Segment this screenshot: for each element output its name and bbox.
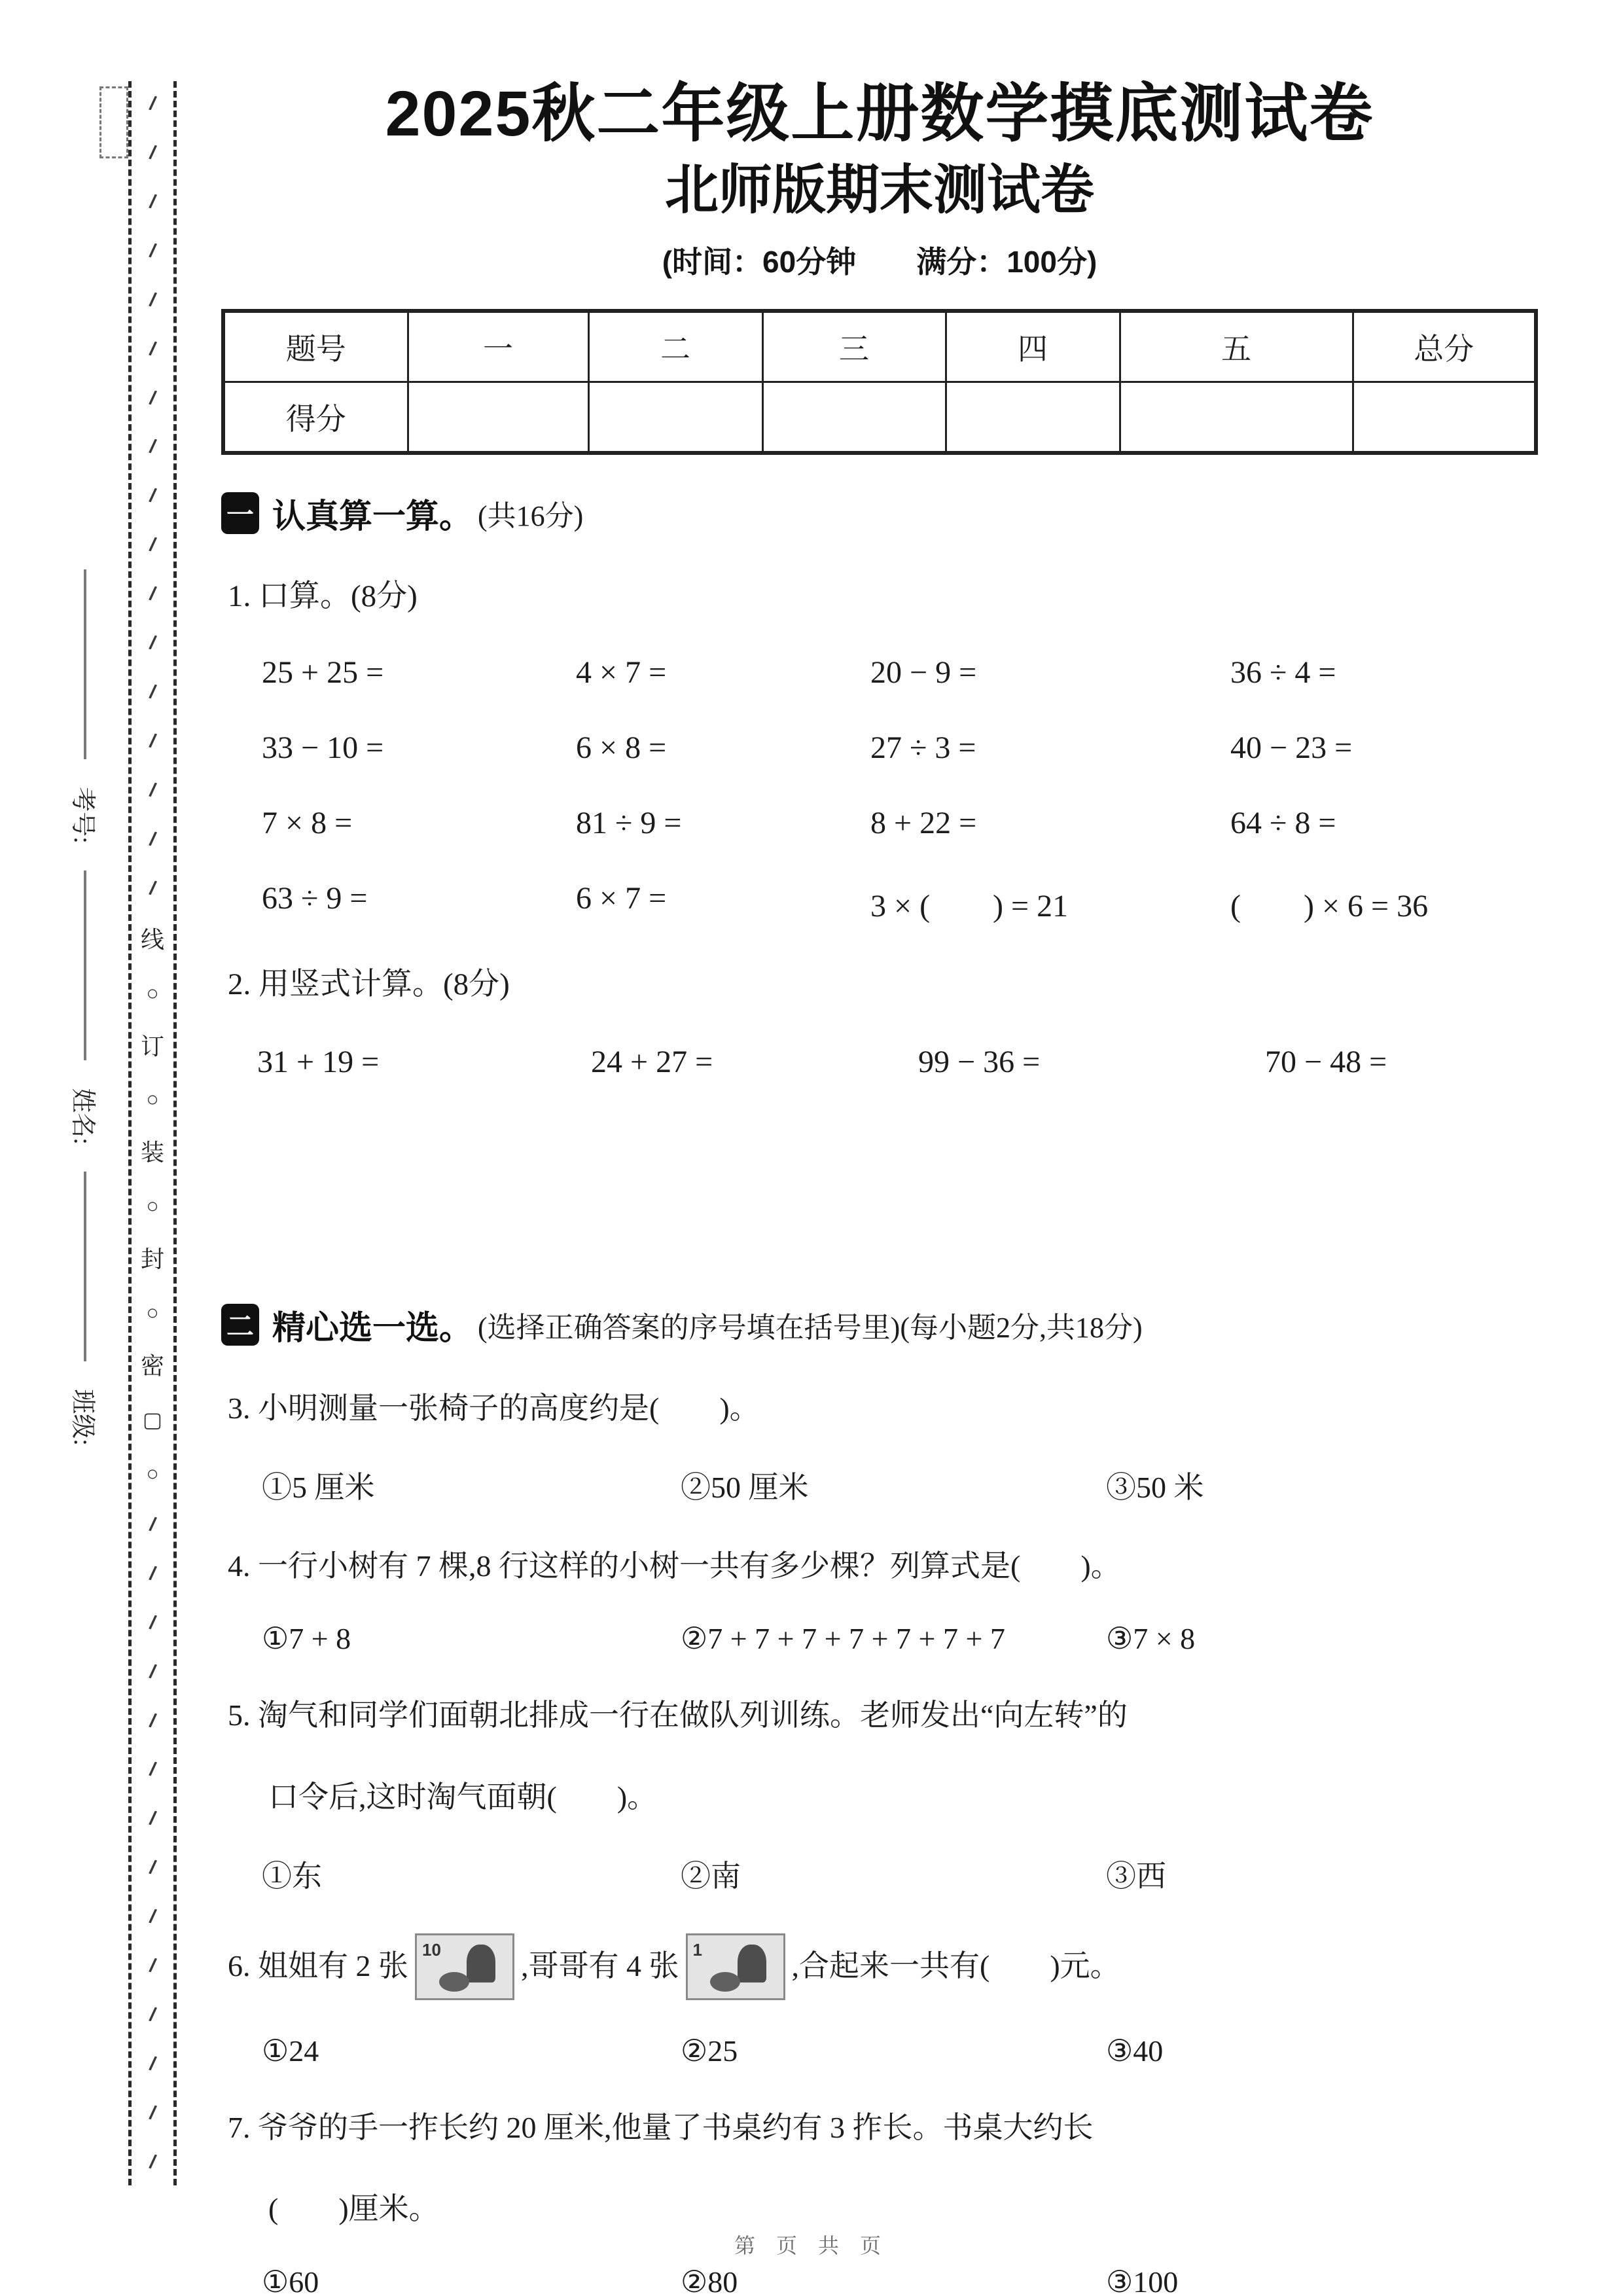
oral-calc-row (221, 730, 1538, 766)
score-empty-cell (1353, 382, 1536, 453)
equation: 99 − 36 = (918, 1044, 1041, 1079)
option: ①7 + 8 (262, 1622, 351, 1656)
equation: 7 × 8 = (262, 805, 353, 840)
equation: 3 × ( ) = 21 (870, 888, 1069, 924)
option: ③7 × 8 (1106, 1622, 1196, 1656)
section-two-badge: 二 (221, 1304, 259, 1346)
question-5-text-line1: 5. 淘气和同学们面朝北排成一行在做队列训练。老师发出“向左转”的 (228, 1698, 1128, 1732)
score-empty-cell (946, 382, 1120, 453)
equation: 6 × 8 = (576, 730, 667, 765)
question-4-options (221, 1621, 1538, 1656)
section-one-header (221, 489, 1538, 537)
score-table (221, 309, 1538, 455)
section-two-title: 精心选一选。 (272, 1308, 473, 1346)
page-footer: 第 页 共 页 (734, 2234, 889, 2257)
equation: 64 ÷ 8 = (1230, 805, 1336, 840)
equation: ( ) × 6 = 36 (1230, 888, 1429, 924)
student-info-line (84, 870, 86, 1060)
section-one-title: 认真算一算。 (272, 497, 473, 535)
score-empty-cell (408, 382, 588, 453)
equation: 31 + 19 = (257, 1044, 380, 1079)
banknote-emblem (710, 1972, 740, 1992)
question-2-label: 2. 用竖式计算。(8分) (228, 967, 510, 1001)
equation: 40 − 23 = (1230, 730, 1353, 765)
score-row-label: 得分 (223, 382, 408, 453)
score-header-cell: 题号 (223, 311, 408, 382)
question-6-options (221, 2033, 1538, 2068)
option: ③100 (1106, 2265, 1179, 2296)
student-name-label: 姓名: (68, 1087, 96, 1145)
score-header-cell: 一 (408, 311, 588, 382)
equation: 24 + 27 = (591, 1044, 713, 1079)
section-one-badge: 一 (221, 492, 259, 534)
oral-calc-row (221, 655, 1538, 691)
score-header-cell: 三 (762, 311, 946, 382)
option: ①24 (262, 2034, 319, 2068)
exam-number-label: 考号: (68, 786, 96, 844)
banknote-denomination: 10 (422, 1939, 441, 1960)
time-score-meta: (时间：60分钟 满分：100分) (662, 244, 1097, 279)
main-content (221, 77, 1538, 2296)
score-header-cell: 二 (588, 311, 762, 382)
banknote-emblem (439, 1972, 469, 1992)
equation: 20 − 9 = (870, 655, 977, 690)
banknote-portrait (738, 1945, 766, 1982)
section-two-header (221, 1300, 1538, 1349)
option: ②7 + 7 + 7 + 7 + 7 + 7 + 7 (681, 1622, 1005, 1656)
equation: 27 ÷ 3 = (870, 730, 976, 765)
equation: 25 + 25 = (262, 655, 384, 690)
question-5-options (221, 1852, 1538, 1895)
oral-calc-row (221, 805, 1538, 841)
section-one-note: (共16分) (478, 499, 584, 532)
equation: 81 ÷ 9 = (576, 805, 682, 840)
binding-strip: / / / / / / / / / / / / / / / / / 线 ○ 订 ○ 装 ○ 封 ○ 密 ▢ ○ / / / / / / / / / / / / / / (128, 81, 177, 2185)
question-6-suffix: ,合起来一共有( )元。 (791, 1949, 1120, 1983)
option: ①60 (262, 2265, 319, 2296)
option: ②25 (681, 2034, 738, 2068)
equation: 6 × 7 = (576, 880, 667, 916)
corner-box (99, 86, 128, 158)
page-title: 2025秋二年级上册数学摸底测试卷 (385, 78, 1374, 149)
banknote-10-icon (415, 1933, 514, 2000)
question-4-text: 4. 一行小树有 7 棵,8 行这样的小树一共有多少棵？列算式是( )。 (228, 1549, 1121, 1583)
student-info-line (84, 1172, 86, 1361)
banknote-1-icon (686, 1933, 785, 2000)
question-3-options (221, 1463, 1538, 1507)
equation: 33 − 10 = (262, 730, 384, 765)
equation: 8 + 22 = (870, 805, 977, 840)
question-7-options (221, 2264, 1538, 2296)
question-3-text: 3. 小明测量一张椅子的高度约是( )。 (228, 1391, 760, 1425)
score-empty-cell (588, 382, 762, 453)
question-1-label: 1. 口算。(8分) (228, 579, 418, 613)
banknote-denomination: 1 (692, 1939, 702, 1960)
equation: 70 − 48 = (1265, 1044, 1387, 1079)
column-calc-row (221, 1044, 1538, 1080)
score-table-header-row (223, 311, 1536, 382)
question-6-middle: ,哥哥有 4 张 (521, 1949, 679, 1983)
section-two-note: (选择正确答案的序号填在括号里)(每小题2分,共18分) (478, 1311, 1143, 1344)
option: ②南 (681, 1859, 741, 1893)
equation: 4 × 7 = (576, 655, 667, 690)
option: ③40 (1106, 2034, 1164, 2068)
score-empty-cell (762, 382, 946, 453)
equation: 36 ÷ 4 = (1230, 655, 1336, 690)
banknote-portrait (467, 1945, 495, 1982)
option: ③西 (1106, 1859, 1166, 1893)
question-7-text-line1: 7. 爷爷的手一拃长约 20 厘米,他量了书桌约有 3 拃长。书桌大约长 (228, 2110, 1094, 2144)
option: ①东 (262, 1859, 322, 1893)
student-info-column (60, 563, 110, 1466)
oral-calc-row (221, 880, 1538, 925)
class-label: 班级: (68, 1388, 96, 1446)
question-5-text-line2: 口令后,这时淘气面朝( )。 (268, 1780, 658, 1814)
score-empty-cell (1120, 382, 1353, 453)
working-space (221, 1080, 1538, 1266)
score-header-cell: 总分 (1353, 311, 1536, 382)
question-7-text-line2: ( )厘米。 (268, 2192, 439, 2226)
score-header-cell: 四 (946, 311, 1120, 382)
question-6-prefix: 6. 姐姐有 2 张 (228, 1949, 408, 1983)
option: ②80 (681, 2265, 738, 2296)
option: ②50 厘米 (681, 1470, 809, 1504)
student-info-line (84, 569, 86, 759)
equation: 63 ÷ 9 = (262, 880, 368, 916)
option: ①5 厘米 (262, 1470, 375, 1504)
score-table-score-row (223, 382, 1536, 453)
page-subtitle: 北师版期末测试卷 (664, 160, 1094, 220)
option: ③50 米 (1106, 1470, 1204, 1504)
score-header-cell: 五 (1120, 311, 1353, 382)
question-6-text (221, 1933, 1538, 2000)
